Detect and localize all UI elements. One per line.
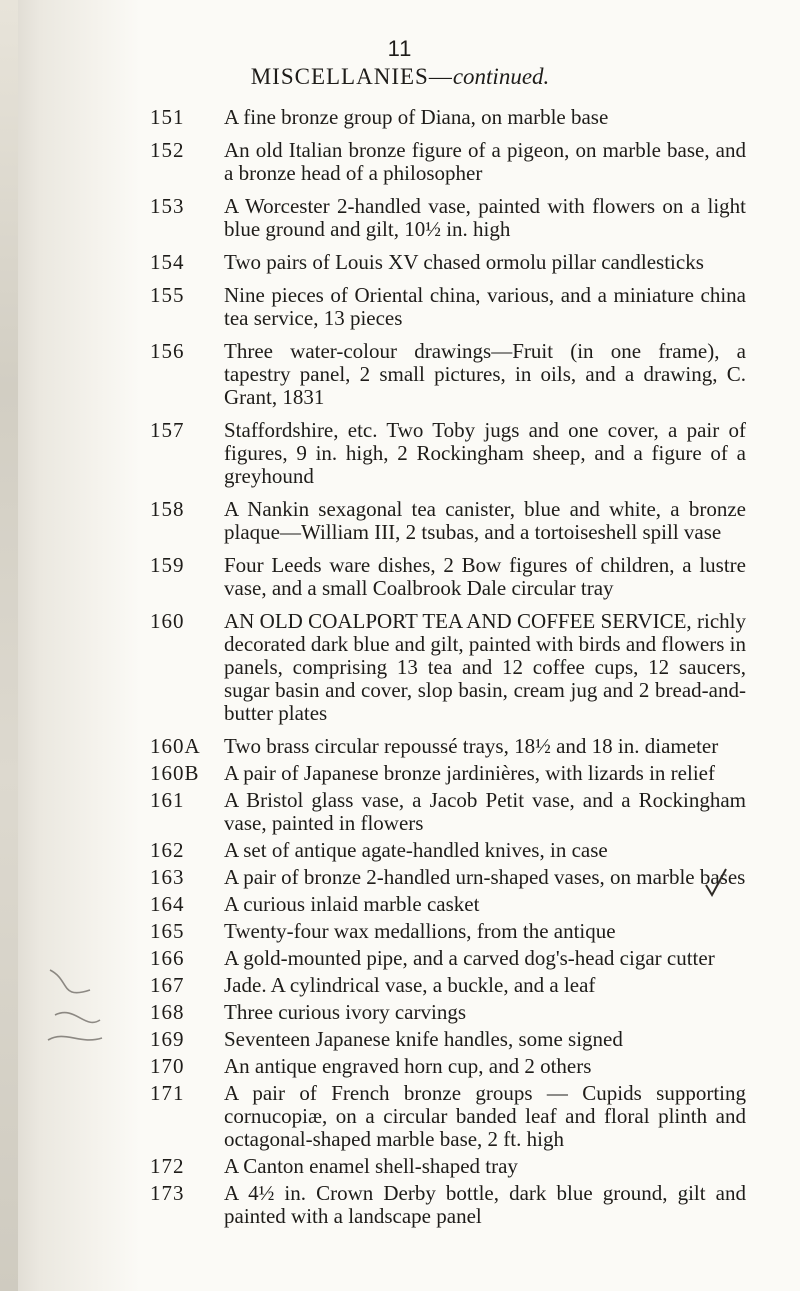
lot-169	[150, 1028, 746, 1051]
lot-168	[150, 1001, 746, 1024]
lot-number: 173	[150, 1181, 185, 1205]
lot-description: A gold-mounted pipe, and a carved dog's-head cigar cutter	[224, 946, 715, 970]
lot-description: A Canton enamel shell-shaped tray	[224, 1154, 518, 1178]
lot-description: Two brass circular repoussé trays, 18½ and 18 in. diameter	[224, 734, 719, 758]
lot-number: 168	[150, 1000, 185, 1024]
lot-number: 152	[150, 138, 185, 162]
page-margin-shadow	[0, 0, 140, 1291]
lot-description: An antique engraved horn cup, and 2 others	[224, 1054, 592, 1078]
lot-description: A curious inlaid marble casket	[224, 892, 480, 916]
lot-160	[150, 610, 746, 725]
lot-167	[150, 974, 746, 997]
lot-173	[150, 1182, 746, 1228]
lot-description: A pair of French bronze groups — Cupids supporting cornucopiæ, on a circular banded leaf and floral plinth and octagonal-shaped marble base, 2 ft. high	[224, 1081, 746, 1151]
lot-number: 162	[150, 838, 185, 862]
lot-number: 160A	[150, 734, 201, 758]
section-title: MISCELLANIES	[250, 64, 429, 89]
lot-description: Two pairs of Louis XV chased ormolu pillar candlesticks	[224, 250, 704, 274]
lot-description: An old Italian bronze figure of a pigeon, on marble base, and a bronze head of a philosopher	[224, 138, 746, 185]
lot-number: 159	[150, 553, 185, 577]
lot-description: Staffordshire, etc. Two Toby jugs and one cover, a pair of figures, 9 in. high, 2 Rockingham sheep, and a figure of a greyhound	[224, 418, 746, 488]
lot-number: 170	[150, 1054, 185, 1078]
lot-number: 167	[150, 973, 185, 997]
lot-164	[150, 893, 746, 916]
lot-description: Seventeen Japanese knife handles, some signed	[224, 1027, 623, 1051]
lot-160a	[150, 735, 746, 758]
lot-number: 160B	[150, 761, 200, 785]
lot-number: 169	[150, 1027, 185, 1051]
lot-number: 151	[150, 105, 185, 129]
lot-description: Four Leeds ware dishes, 2 Bow figures of children, a lustre vase, and a small Coalbrook Dale circular tray	[224, 553, 746, 600]
lot-description: Twenty-four wax medallions, from the antique	[224, 919, 616, 943]
lot-159	[150, 554, 746, 600]
lot-number: 166	[150, 946, 185, 970]
lot-158	[150, 498, 746, 544]
lot-list	[150, 106, 746, 1232]
lot-description: A pair of Japanese bronze jardinières, with lizards in relief	[224, 761, 715, 785]
lot-151	[150, 106, 746, 129]
lot-161	[150, 789, 746, 835]
lot-153	[150, 195, 746, 241]
lot-165	[150, 920, 746, 943]
lot-156	[150, 340, 746, 409]
lot-number: 161	[150, 788, 185, 812]
lot-157	[150, 419, 746, 488]
lot-description: A set of antique agate-handled knives, in case	[224, 838, 608, 862]
lot-166	[150, 947, 746, 970]
lot-description: AN OLD COALPORT TEA AND COFFEE SERVICE, richly decorated dark blue and gilt, painted with birds and flowers in panels, comprising 13 tea and 12 coffee cups, 12 saucers, sugar basin and cover, slop basin, cream jug and 2 bread-and-butter plates	[224, 609, 746, 725]
section-continued: continued.	[452, 64, 550, 89]
lot-description: Three curious ivory carvings	[224, 1000, 467, 1024]
lot-162	[150, 839, 746, 862]
lot-description: A Bristol glass vase, a Jacob Petit vase, and a Rockingham vase, painted in flowers	[224, 788, 746, 835]
lot-description: A Nankin sexagonal tea canister, blue and white, a bronze plaque—William III, 2 tsubas, and a tortoiseshell spill vase	[224, 497, 746, 544]
lot-number: 156	[150, 339, 185, 363]
page-number: 11	[387, 36, 413, 61]
lot-number: 158	[150, 497, 185, 521]
lot-160b	[150, 762, 746, 785]
lot-number: 153	[150, 194, 185, 218]
lot-170	[150, 1055, 746, 1078]
lot-number: 172	[150, 1154, 185, 1178]
lot-number: 171	[150, 1081, 185, 1105]
lot-description: A Worcester 2-handled vase, painted with flowers on a light blue ground and gilt, 10½ in. high	[224, 194, 746, 241]
lot-number: 165	[150, 919, 185, 943]
lot-155	[150, 284, 746, 330]
lot-152	[150, 139, 746, 185]
lot-description: Three water-colour drawings—Fruit (in one frame), a tapestry panel, 2 small pictures, in oils, and a drawing, C. Grant, 1831	[224, 339, 746, 409]
lot-154	[150, 251, 746, 274]
lot-description: A fine bronze group of Diana, on marble base	[224, 105, 609, 129]
lot-number: 160	[150, 609, 185, 633]
page-title: MISCELLANIES—continued.	[250, 64, 550, 89]
handwritten-scribble-icon	[40, 960, 110, 1050]
lot-number: 154	[150, 250, 185, 274]
lot-description: Nine pieces of Oriental china, various, and a miniature china tea service, 13 pieces	[224, 283, 746, 330]
lot-description: A 4½ in. Crown Derby bottle, dark blue ground, gilt and painted with a landscape panel	[224, 1181, 746, 1228]
lot-172	[150, 1155, 746, 1178]
lot-description: A pair of bronze 2-handled urn-shaped vases, on marble bases	[224, 865, 746, 889]
lot-number: 155	[150, 283, 185, 307]
lot-number: 164	[150, 892, 185, 916]
lot-number: 163	[150, 865, 185, 889]
lot-description: Jade. A cylindrical vase, a buckle, and a leaf	[224, 973, 596, 997]
handwritten-tick-icon	[702, 865, 730, 901]
lot-171	[150, 1082, 746, 1151]
lot-163	[150, 866, 746, 889]
lot-number: 157	[150, 418, 185, 442]
